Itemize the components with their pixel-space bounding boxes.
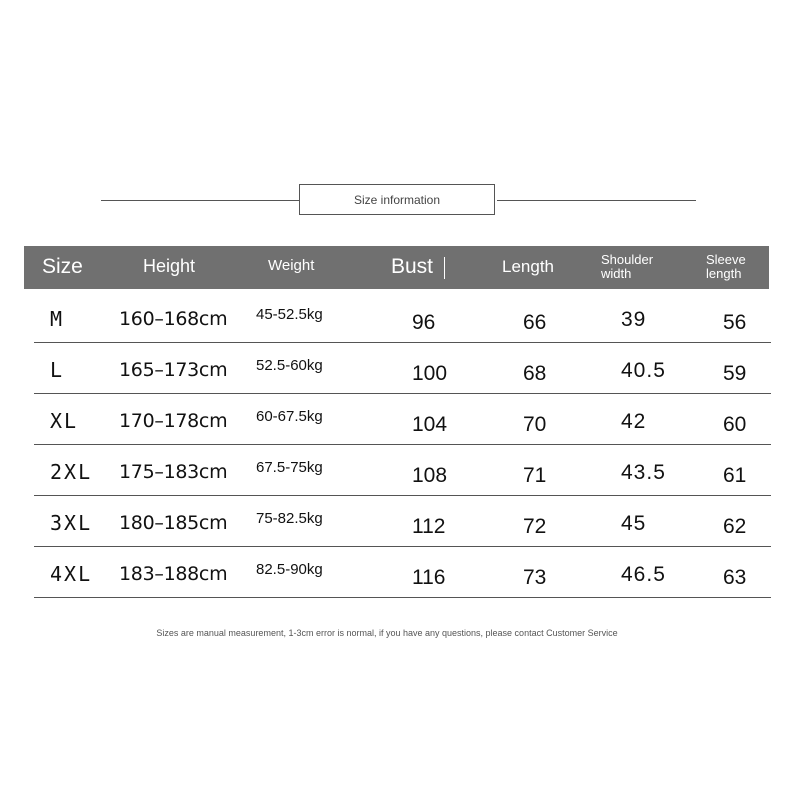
cell-sleeve-length: 62 <box>723 515 747 538</box>
cell-weight: 52.5-60kg <box>256 357 323 374</box>
title-divider-left <box>101 200 299 201</box>
cell-size: L <box>50 358 65 382</box>
cell-bust: 100 <box>412 362 448 385</box>
cell-height: 180–185cm <box>119 512 228 534</box>
cell-length: 66 <box>523 311 547 334</box>
header-size: Size <box>42 255 83 278</box>
cell-size: 2XL <box>50 460 93 484</box>
cell-length: 68 <box>523 362 547 385</box>
cell-bust: 108 <box>412 464 448 487</box>
cell-length: 71 <box>523 464 547 487</box>
cell-length: 73 <box>523 566 547 589</box>
cell-length: 72 <box>523 515 547 538</box>
cell-bust: 112 <box>412 515 446 538</box>
section-title: Size information <box>299 184 495 215</box>
cell-bust: 116 <box>412 566 446 589</box>
cell-weight: 82.5-90kg <box>256 561 323 578</box>
cell-height: 165–173cm <box>119 359 228 381</box>
cell-size: 3XL <box>50 511 93 535</box>
cell-length: 70 <box>523 413 547 436</box>
header-sleeve-length: Sleeve length <box>706 252 746 281</box>
header-bust-cursor-mark <box>444 257 445 279</box>
cell-weight: 60-67.5kg <box>256 408 323 425</box>
cell-size: XL <box>50 409 79 433</box>
cell-shoulder-width: 43.5 <box>621 461 666 484</box>
header-height: Height <box>143 256 196 276</box>
cell-height: 170–178cm <box>119 410 228 432</box>
header-length: Length <box>502 257 554 276</box>
cell-size: M <box>50 307 65 331</box>
table-row <box>34 342 771 394</box>
title-divider-right <box>497 200 696 201</box>
table-row <box>34 495 771 547</box>
footnote: Sizes are manual measurement, 1-3cm error is normal, if you have any questions, please contact Customer Service <box>156 628 618 638</box>
header-shoulder-width: Shoulder width <box>601 252 654 281</box>
cell-weight: 75-82.5kg <box>256 510 323 527</box>
table-row <box>34 444 771 496</box>
cell-sleeve-length: 61 <box>723 464 747 487</box>
cell-shoulder-width: 42 <box>621 410 647 433</box>
cell-shoulder-width: 39 <box>621 308 647 331</box>
cell-sleeve-length: 59 <box>723 362 747 385</box>
table-row <box>34 393 771 445</box>
cell-height: 183–188cm <box>119 563 228 585</box>
cell-shoulder-width: 45 <box>621 512 647 535</box>
cell-sleeve-length: 63 <box>723 566 747 589</box>
cell-weight: 67.5-75kg <box>256 459 323 476</box>
cell-shoulder-width: 46.5 <box>621 563 666 586</box>
cell-shoulder-width: 40.5 <box>621 359 666 382</box>
cell-height: 175–183cm <box>119 461 228 483</box>
table-header <box>24 246 769 289</box>
cell-sleeve-length: 60 <box>723 413 747 436</box>
header-bust: Bust <box>391 255 434 278</box>
cell-weight: 45-52.5kg <box>256 306 323 323</box>
cell-height: 160–168cm <box>119 308 228 330</box>
cell-size: 4XL <box>50 562 93 586</box>
table-row <box>34 291 771 343</box>
cell-bust: 96 <box>412 311 436 334</box>
cell-bust: 104 <box>412 413 448 436</box>
table-row <box>34 546 771 598</box>
cell-sleeve-length: 56 <box>723 311 747 334</box>
header-weight: Weight <box>268 257 315 274</box>
